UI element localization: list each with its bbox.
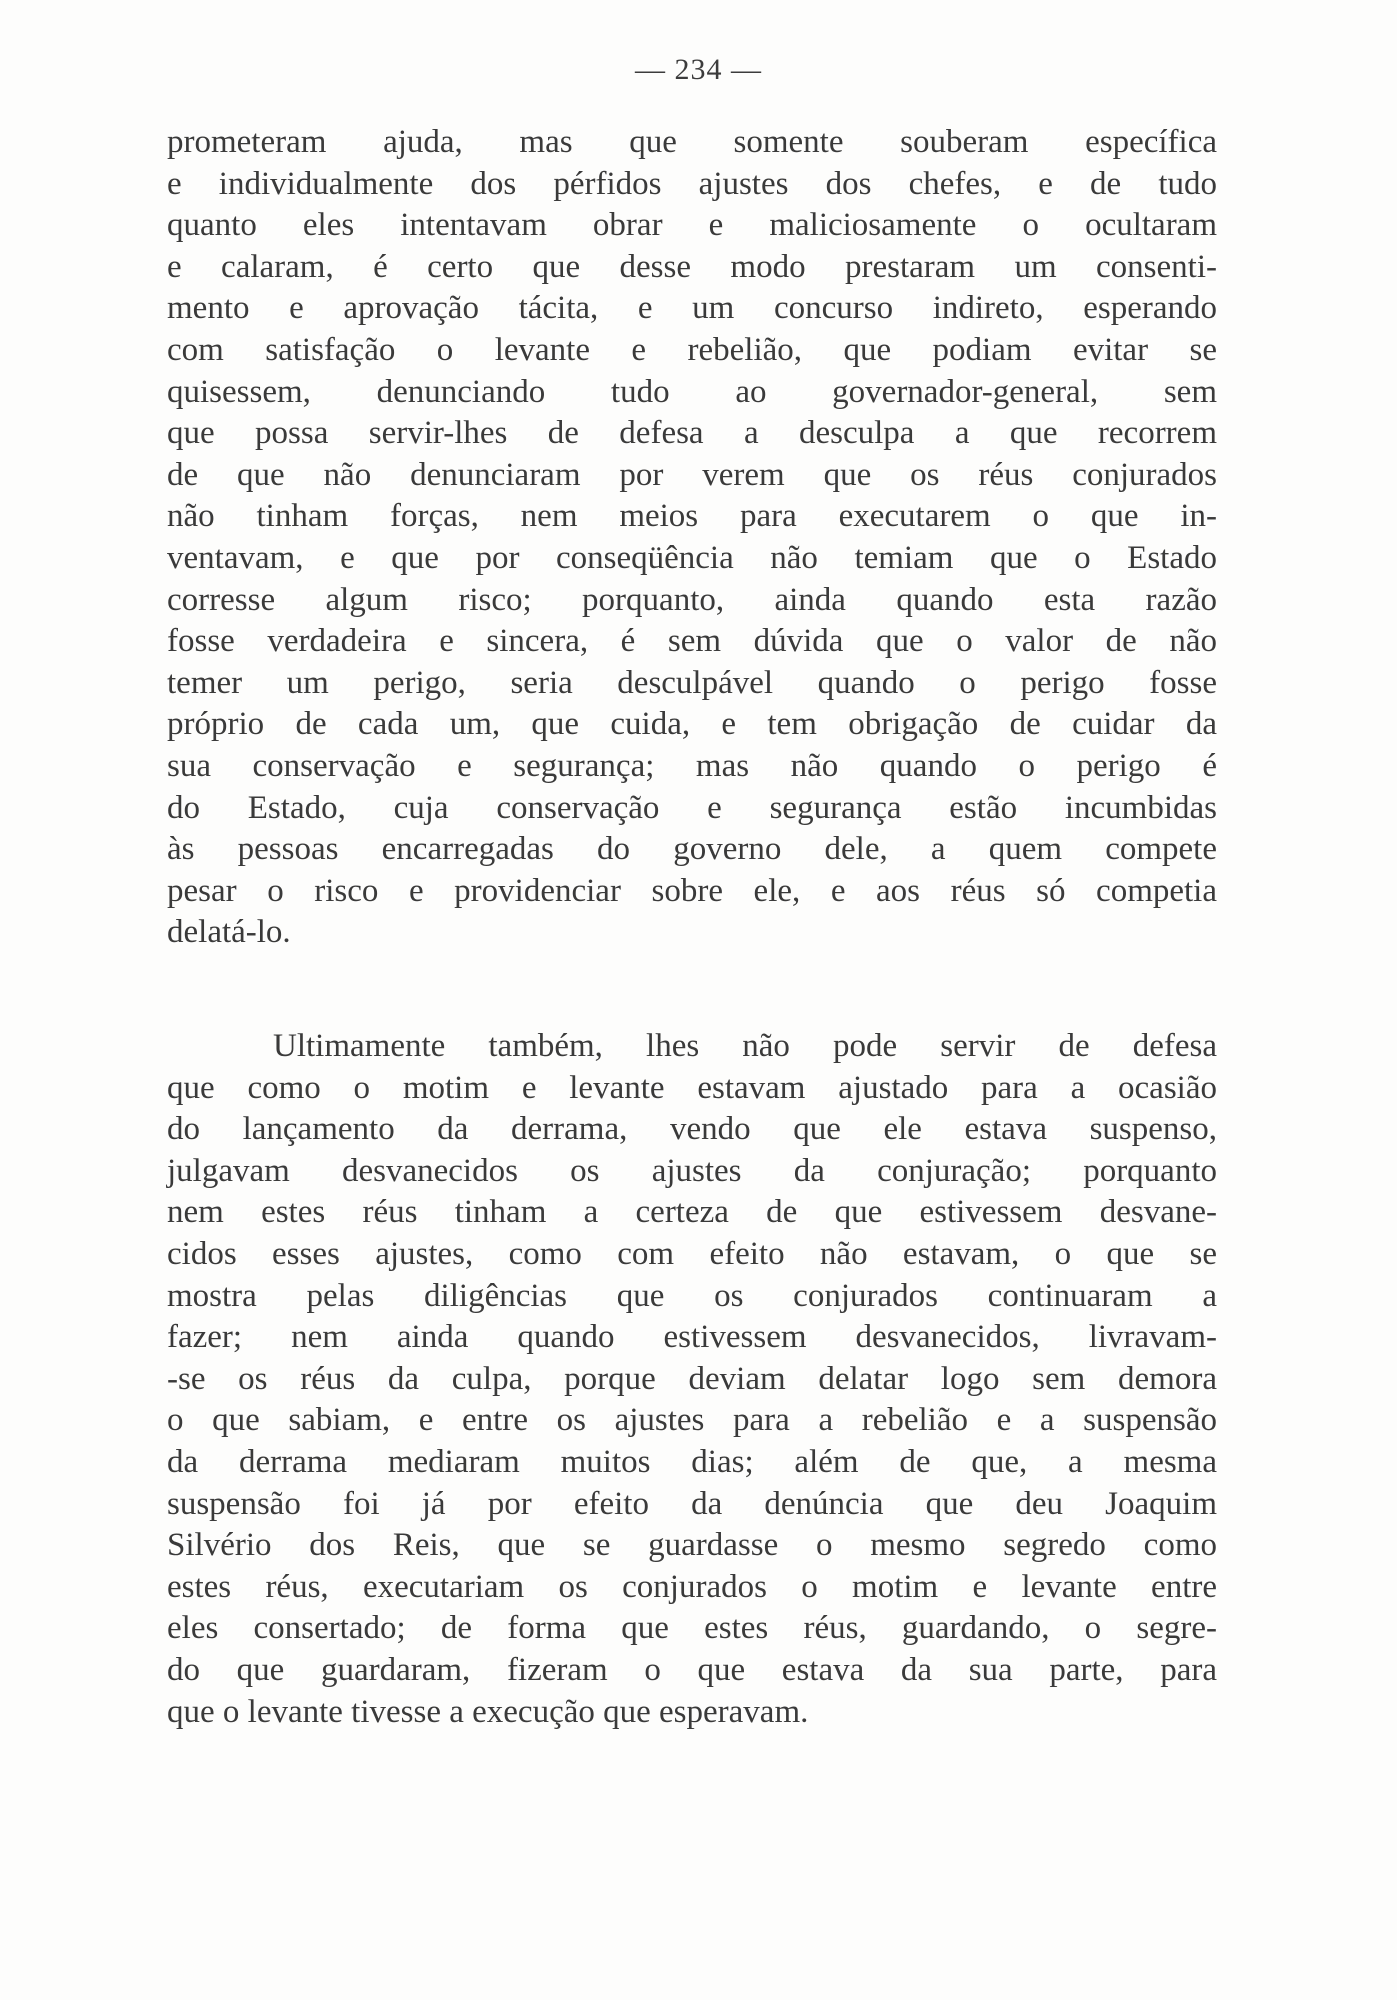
text-line: e individualmente dos pérfidos ajustes dos chefes, e de tudo: [167, 165, 1217, 202]
text-line: e calaram, é certo que desse modo prestaram um consenti-: [167, 248, 1217, 285]
text-line: Ultimamente também, lhes não pode servir de defesa: [273, 1028, 1217, 1064]
text-line: mostra pelas diligências que os conjurados continuaram a: [167, 1277, 1217, 1314]
text-line: temer um perigo, seria desculpável quando o perigo fosse: [167, 664, 1217, 701]
text-line: estes réus, executariam os conjurados o motim e levante entre: [167, 1568, 1217, 1605]
text-line: quanto eles intentavam obrar e maliciosamente o ocultaram: [167, 207, 1217, 244]
text-line: o que sabiam, e entre os ajustes para a rebelião e a suspensão: [167, 1402, 1217, 1439]
text-line: cidos esses ajustes, como com efeito não estavam, o que se: [167, 1235, 1217, 1272]
text-line: com satisfação o levante e rebelião, que podiam evitar se: [167, 331, 1217, 368]
text-line: de que não denunciaram por verem que os réus conjurados: [167, 456, 1217, 493]
paragraph-1: [167, 122, 1217, 954]
text-line: Silvério dos Reis, que se guardasse o mesmo segredo como: [167, 1527, 1217, 1564]
text-line: -se os réus da culpa, porque deviam delatar logo sem demora: [167, 1360, 1217, 1397]
text-line: sua conservação e segurança; mas não quando o perigo é: [167, 747, 1217, 784]
text-line: fazer; nem ainda quando estivessem desvanecidos, livravam-: [167, 1319, 1217, 1356]
text-line: eles consertado; de forma que estes réus, guardando, o segre-: [167, 1610, 1217, 1647]
text-line: mento e aprovação tácita, e um concurso indireto, esperando: [167, 290, 1217, 327]
text-line: corresse algum risco; porquanto, ainda quando esta razão: [167, 581, 1217, 618]
paragraph-2: [167, 1026, 1217, 1733]
text-line: próprio de cada um, que cuida, e tem obrigação de cuidar da: [167, 706, 1217, 743]
page-number: — 234 —: [635, 53, 762, 86]
text-line: do lançamento da derrama, vendo que ele estava suspenso,: [167, 1111, 1217, 1148]
text-line: não tinham forças, nem meios para executarem o que in-: [167, 498, 1217, 535]
text-line: às pessoas encarregadas do governo dele, a quem compete: [167, 831, 1217, 868]
text-line: fosse verdadeira e sincera, é sem dúvida que o valor de não: [167, 623, 1217, 660]
text-line: que o levante tivesse a execução que esperavam.: [167, 1693, 809, 1730]
text-line: que como o motim e levante estavam ajustado para a ocasião: [167, 1069, 1217, 1106]
text-line: prometeram ajuda, mas que somente souberam específica: [167, 124, 1217, 160]
text-line: suspensão foi já por efeito da denúncia que deu Joaquim: [167, 1485, 1217, 1522]
text-line: nem estes réus tinham a certeza de que estivessem desvane-: [167, 1194, 1217, 1231]
text-line: julgavam desvanecidos os ajustes da conjuração; porquanto: [167, 1152, 1217, 1189]
text-line: ventavam, e que por conseqüência não temiam que o Estado: [167, 539, 1217, 576]
text-line: do Estado, cuja conservação e segurança estão incumbidas: [167, 789, 1217, 826]
text-line: da derrama mediaram muitos dias; além de que, a mesma: [167, 1443, 1217, 1480]
text-line: que possa servir-lhes de defesa a desculpa a que recorrem: [167, 415, 1217, 452]
text-line: delatá-lo.: [167, 914, 291, 951]
text-line: pesar o risco e providenciar sobre ele, e aos réus só competia: [167, 872, 1217, 909]
text-line: quisessem, denunciando tudo ao governador-general, sem: [167, 373, 1217, 410]
text-line: do que guardaram, fizeram o que estava da sua parte, para: [167, 1651, 1217, 1688]
